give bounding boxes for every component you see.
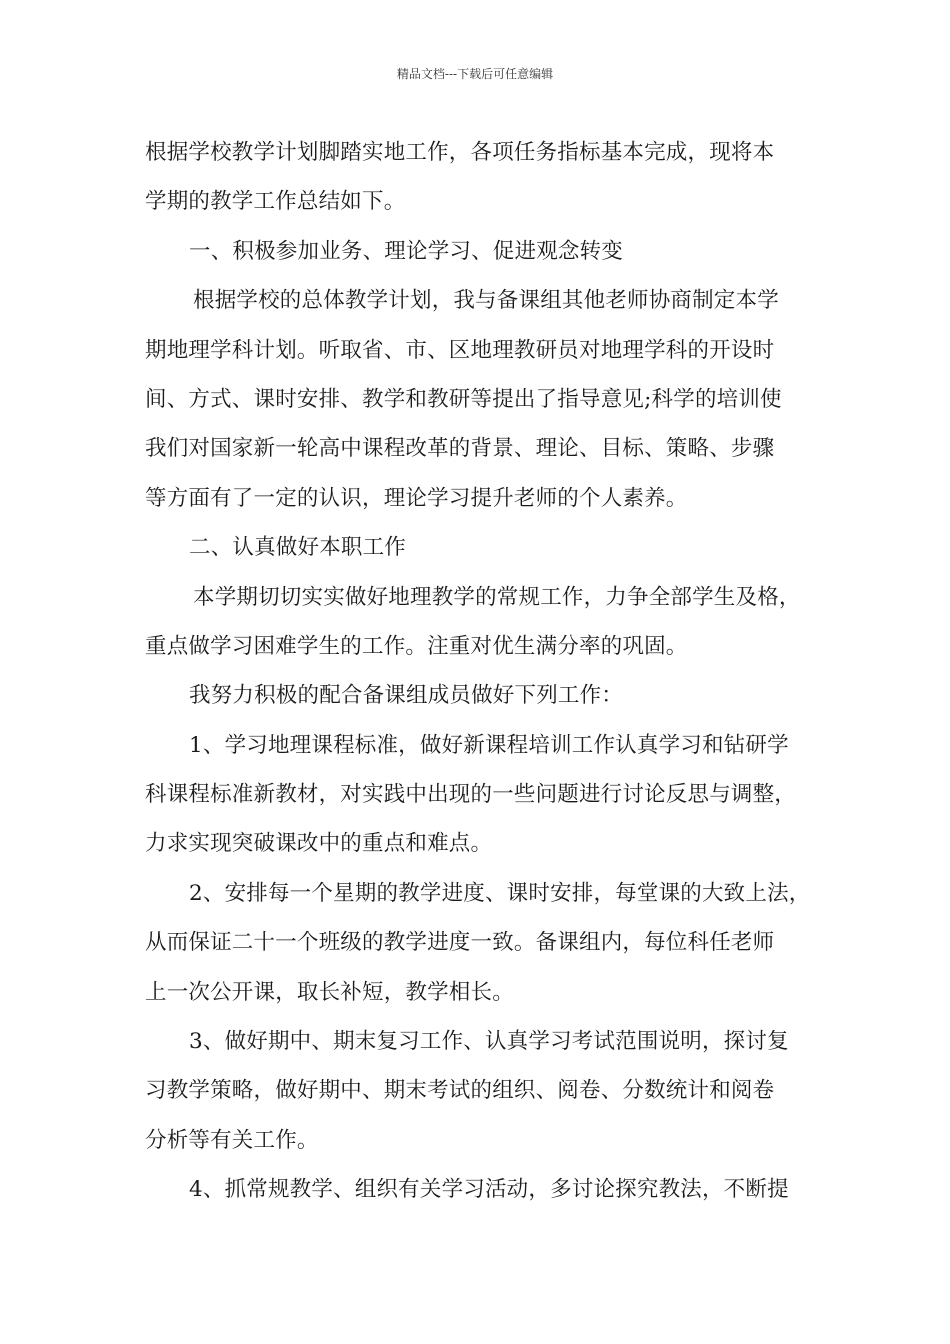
list-item-1-line-2: 科课程标准新教材，对实践中出现的一些问题进行讨论反思与调整， [145, 782, 797, 808]
list-item-2-line-1: 2、安排每一个星期的教学进度、课时安排，每堂课的大致上法， [189, 880, 811, 906]
list-item-1-line-3: 力求实现突破课改中的重点和难点。 [145, 831, 493, 857]
list-item-4-line-1: 4、抓常规教学、组织有关学习活动，多讨论探究教法，不断提 [189, 1177, 789, 1203]
text-line-11: 重点做学习困难学生的工作。注重对优生满分率的巩固。 [145, 633, 688, 659]
list-item-3-line-3: 分析等有关工作。 [145, 1127, 319, 1153]
list-item-2-line-2: 从而保证二十一个班级的教学进度一致。备课组内，每位科任老师 [145, 930, 775, 956]
text-line-7: 我们对国家新一轮高中课程改革的背景、理论、目标、策略、步骤 [145, 436, 775, 462]
section-heading-1: 一、积极参加业务、理论学习、促进观念转变 [189, 238, 624, 264]
list-item-3-line-2: 习教学策略，做好期中、期末考试的组织、阅卷、分数统计和阅卷 [145, 1078, 775, 1104]
text-line-6: 间、方式、课时安排、教学和教研等提出了指导意见;科学的培训使 [145, 386, 782, 412]
text-line-1: 根据学校教学计划脚踏实地工作，各项任务指标基本完成，现将本 [145, 140, 775, 165]
text-line-5: 期地理学科计划。听取省、市、区地理教研员对地理学科的开设时 [145, 337, 775, 363]
list-item-3-line-1: 3、做好期中、期末复习工作、认真学习考试范围说明，探讨复 [189, 1029, 789, 1055]
list-item-2-line-3: 上一次公开课，取长补短，教学相长。 [145, 979, 514, 1005]
text-line-4: 根据学校的总体教学计划，我与备课组其他老师协商制定本学 [193, 288, 779, 314]
list-item-1-line-1: 1、学习地理课程标准，做好新课程培训工作认真学习和钻研学 [189, 732, 789, 758]
page-header-note: 精品文档---下载后可任意编辑 [396, 67, 554, 81]
text-line-10: 本学期切切实实做好地理教学的常规工作，力争全部学生及格， [193, 584, 801, 610]
text-line-12: 我努力积极的配合备课组成员做好下列工作： [189, 683, 624, 709]
text-line-2: 学期的教学工作总结如下。 [145, 189, 406, 215]
document-body [145, 128, 815, 1215]
text-line-8: 等方面有了一定的认识，理论学习提升老师的个人素养。 [145, 485, 688, 511]
section-heading-2: 二、认真做好本职工作 [189, 535, 407, 561]
